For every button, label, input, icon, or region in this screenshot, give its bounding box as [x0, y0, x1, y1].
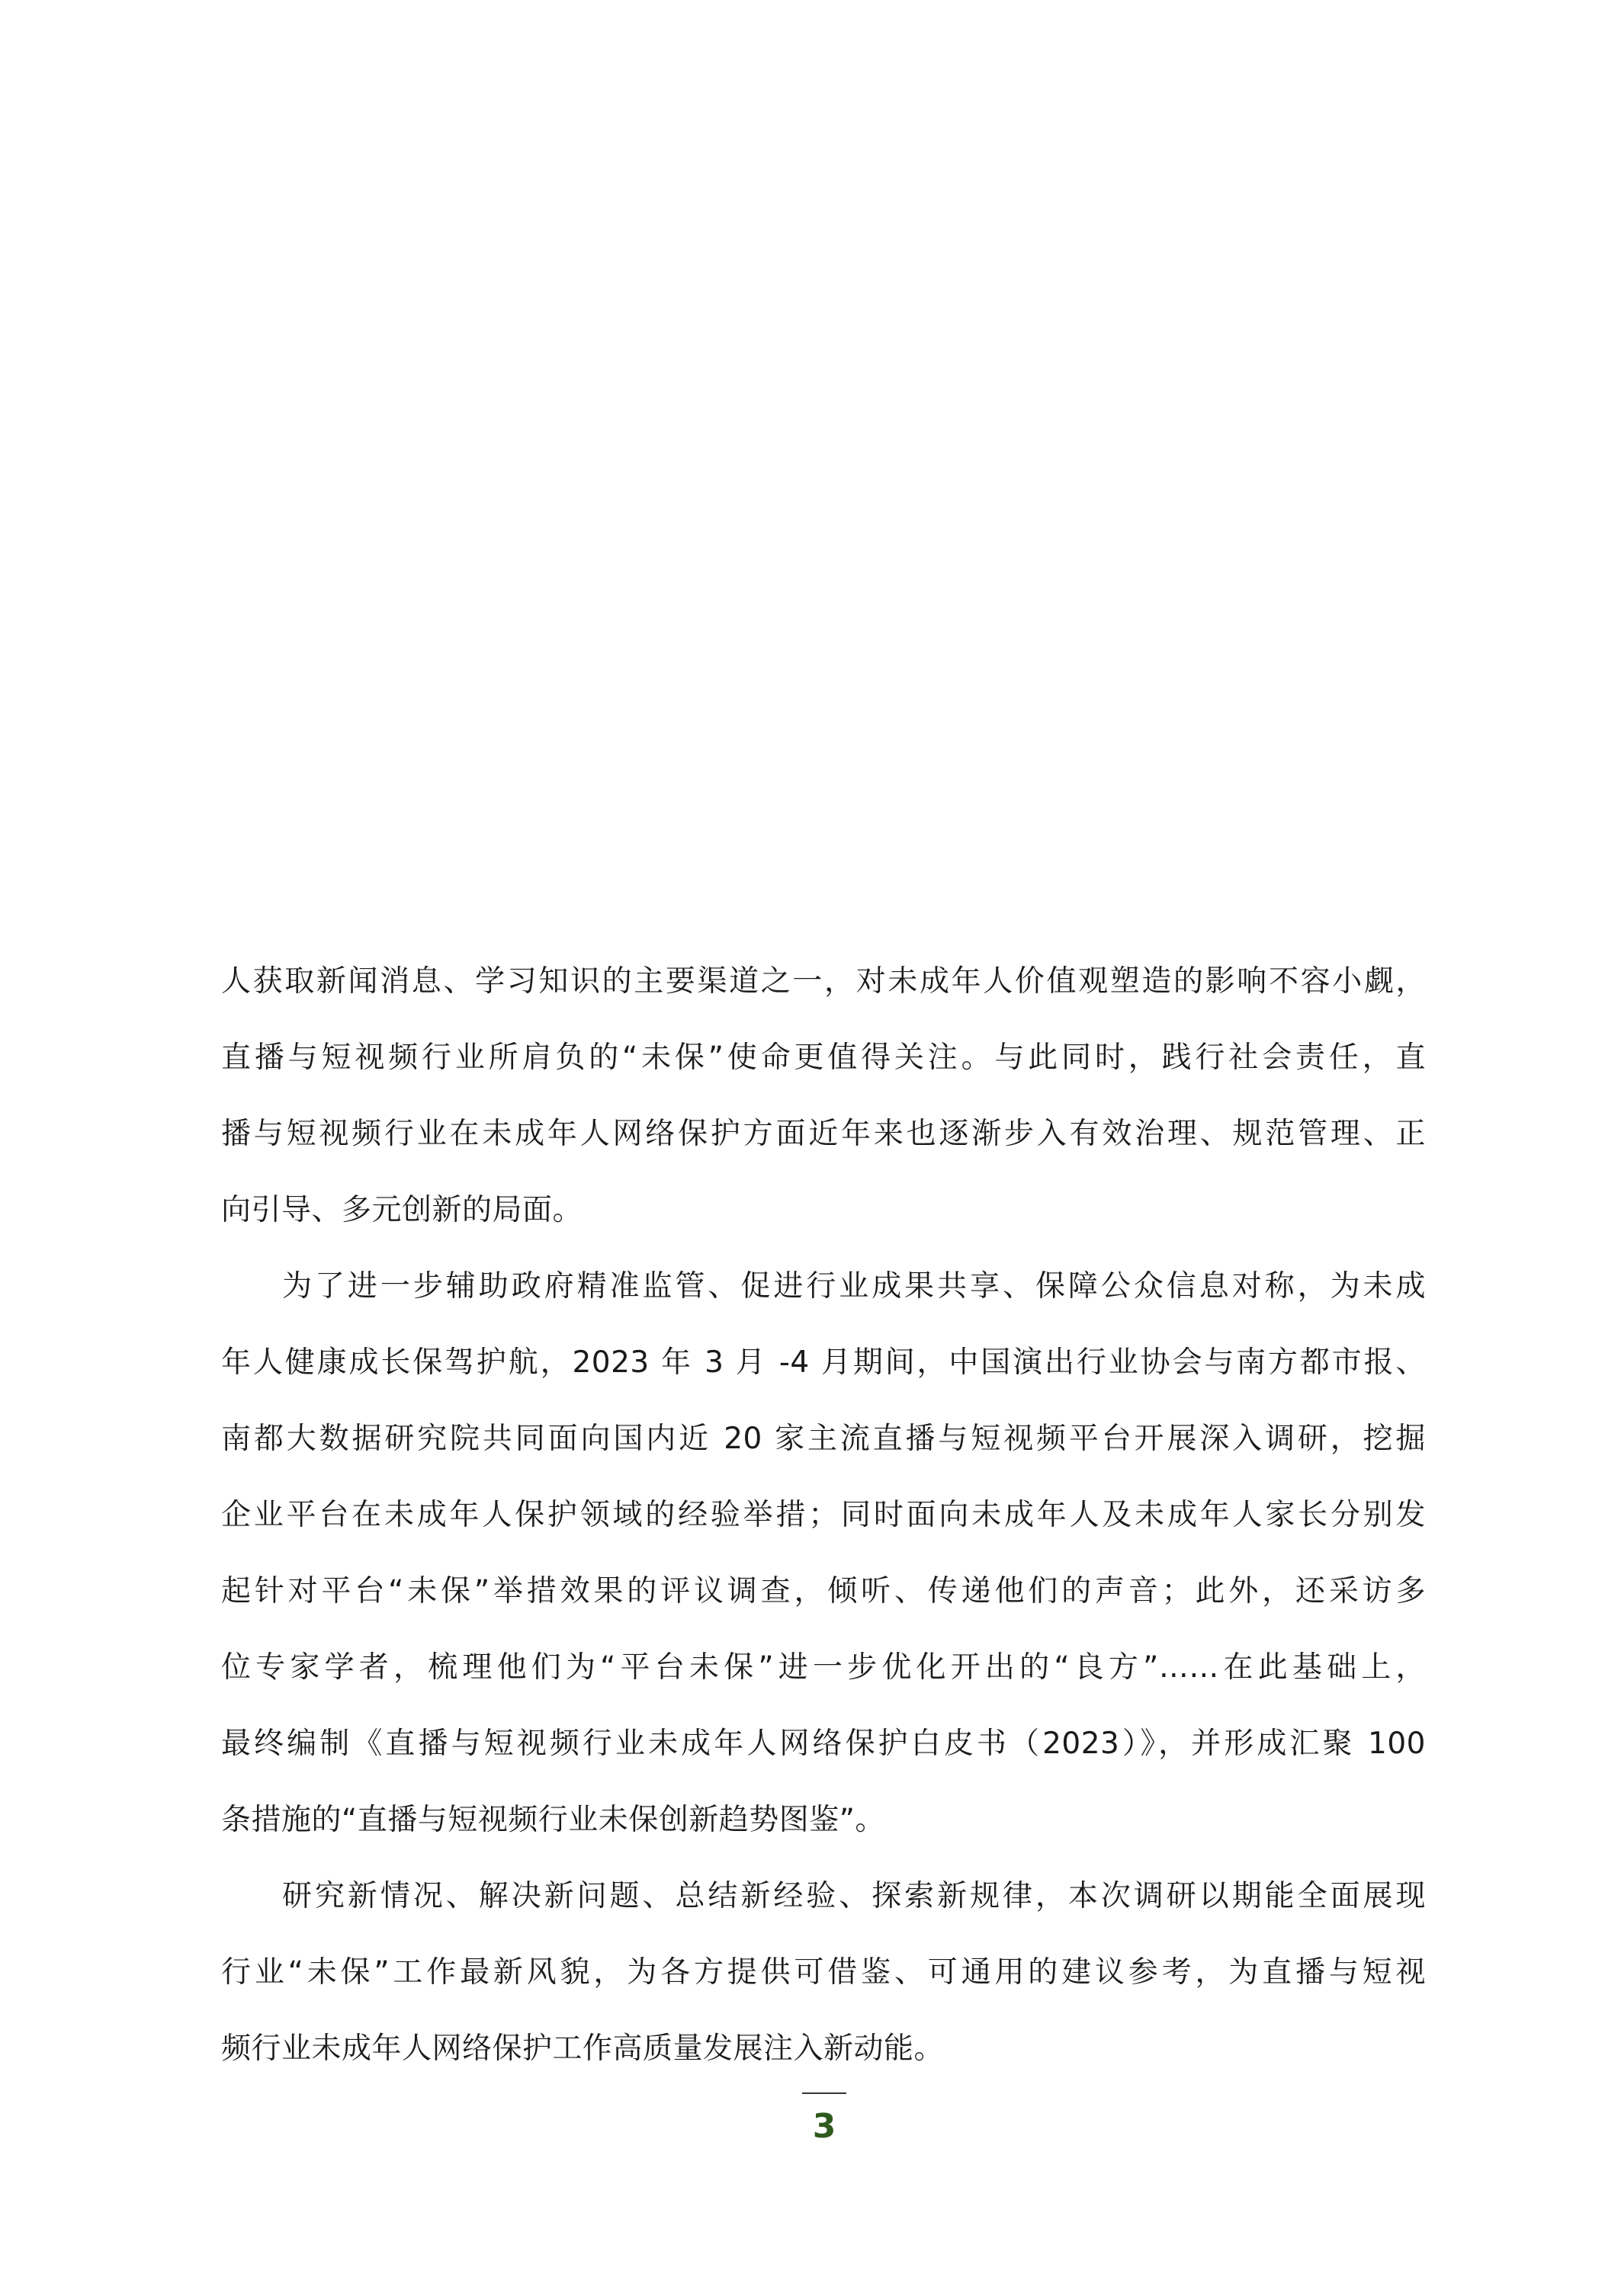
page-number-rule: [802, 2092, 846, 2094]
text-line: 起针对平台“未保”举措效果的评议调查，倾听、传递他们的声音；此外，还采访多: [221, 1574, 1426, 1608]
body-text: [221, 944, 1426, 2087]
text-line: 直播与短视频行业所肩负的“未保”使命更值得关注。与此同时，践行社会责任，直: [221, 1041, 1426, 1075]
text-line: 企业平台在未成年人保护领域的经验举措；同时面向未成年人及未成年人家长分别发: [221, 1498, 1426, 1532]
text-line: 年人健康成长保驾护航，2023 年 3 月 -4 月期间，中国演出行业协会与南方都市报、: [221, 1345, 1426, 1380]
text-line: 南都大数据研究院共同面向国内近 20 家主流直播与短视频平台开展深入调研，挖掘: [221, 1422, 1426, 1456]
text-line: 最终编制《直播与短视频行业未成年人网络保护白皮书（2023）》，并形成汇聚 100: [221, 1727, 1426, 1761]
text-line: 人获取新闻消息、学习知识的主要渠道之一，对未成年人价值观塑造的影响不容小觑，: [221, 964, 1426, 999]
text-line: 研究新情况、解决新问题、总结新经验、探索新规律，本次调研以期能全面展现: [282, 1879, 1426, 1913]
text-line: 向引导、多元创新的局面。: [221, 1193, 583, 1227]
text-line: 条措施的“直播与短视频行业未保创新趋势图鉴”。: [221, 1803, 885, 1837]
page-number: 3: [812, 2107, 836, 2146]
text-line: 为了进一步辅助政府精准监管、促进行业成果共享、保障公众信息对称，为未成: [282, 1269, 1426, 1304]
text-line: 频行业未成年人网络保护工作高质量发展注入新动能。: [221, 2031, 945, 2066]
text-line: 播与短视频行业在未成年人网络保护方面近年来也逐渐步入有效治理、规范管理、正: [221, 1117, 1426, 1151]
text-line: 行业“未保”工作最新风貌，为各方提供可借鉴、可通用的建议参考，为直播与短视: [221, 1955, 1426, 1990]
text-line: 位专家学者，梳理他们为“平台未保”进一步优化开出的“良方”……在此基础上，: [221, 1650, 1426, 1685]
